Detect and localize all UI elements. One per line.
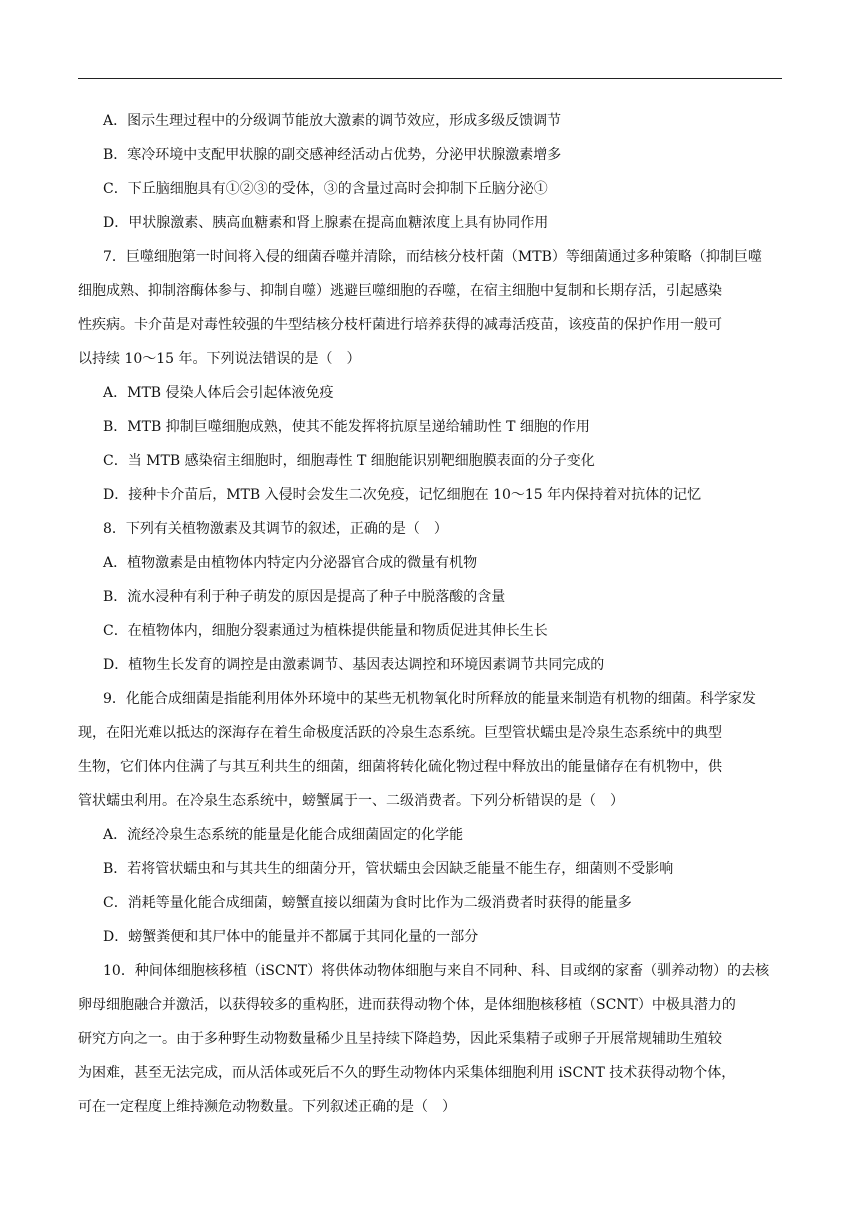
- q10-stem-line-3: 研究方向之一。由于多种野生动物数量稀少且呈持续下降趋势，因此采集精子或卵子开展常规辅助生殖较: [78, 1031, 722, 1047]
- q10-stem-line-1: 10．种间体细胞核移植（iSCNT）将供体动物体细胞与来自不同种、科、目或纲的家畜（驯养动物）的去核: [103, 963, 770, 979]
- q7-stem-line-1: 7．巨噬细胞第一时间将入侵的细菌吞噬并清除，而结核分枝杆菌（MTB）等细菌通过多种策略（抑制巨噬: [103, 249, 762, 265]
- q6-option-b: B．寒冷环境中支配甲状腺的副交感神经活动占优势，分泌甲状腺激素增多: [103, 147, 562, 163]
- q7-option-a: A．MTB 侵染人体后会引起体液免疫: [103, 385, 334, 401]
- q9-stem-line-2: 现，在阳光难以抵达的深海存在着生命极度活跃的冷泉生态系统。巨型管状蠕虫是冷泉生态系统中的典型: [78, 725, 722, 741]
- q8-stem-line-1: 8．下列有关植物激素及其调节的叙述，正确的是（ ）: [103, 521, 448, 537]
- q10-stem-line-2: 卵母细胞融合并激活，以获得较多的重构胚，进而获得动物个体，是体细胞核移植（SCNT）中极具潜力的: [78, 997, 736, 1013]
- document-body: [78, 104, 782, 1124]
- q8-option-d: D．植物生长发育的调控是由激素调节、基因表达调控和环境因素调节共同完成的: [103, 657, 605, 673]
- q10-stem-line-4: 为困难，甚至无法完成，而从活体或死后不久的野生动物体内采集体细胞利用 iSCNT 技术获得动物个体，: [78, 1065, 736, 1081]
- q9-option-a: A．流经冷泉生态系统的能量是化能合成细菌固定的化学能: [103, 827, 464, 843]
- q6-option-d: D．甲状腺激素、胰高血糖素和肾上腺素在提高血糖浓度上具有协同作用: [103, 215, 549, 231]
- q7-stem-line-3: 性疾病。卡介苗是对毒性较强的牛型结核分枝杆菌进行培养获得的减毒活疫苗，该疫苗的保护作用一般可: [78, 317, 722, 333]
- q7-option-d: D．接种卡介苗后，MTB 入侵时会发生二次免疫，记忆细胞在 10～15 年内保持着对抗体的记忆: [103, 487, 702, 503]
- q8-option-a: A．植物激素是由植物体内特定内分泌器官合成的微量有机物: [103, 555, 478, 571]
- q6-option-a: A．图示生理过程中的分级调节能放大激素的调节效应，形成多级反馈调节: [103, 113, 562, 129]
- q9-option-b: B．若将管状蠕虫和与其共生的细菌分开，管状蠕虫会因缺乏能量不能生存，细菌则不受影响: [103, 861, 674, 877]
- q6-option-c: C．下丘脑细胞具有①②③的受体，③的含量过高时会抑制下丘脑分泌①: [103, 181, 548, 197]
- q8-option-c: C．在植物体内，细胞分裂素通过为植株提供能量和物质促进其伸长生长: [103, 623, 548, 639]
- q9-stem-line-1: 9．化能合成细菌是指能利用体外环境中的某些无机物氧化时所释放的能量来制造有机物的细菌。科学家发: [103, 691, 756, 707]
- q7-stem-line-4: 以持续 10～15 年。下列说法错误的是（ ）: [78, 351, 361, 367]
- q7-option-b: B．MTB 抑制巨噬细胞成熟，使其不能发挥将抗原呈递给辅助性 T 细胞的作用: [103, 419, 590, 435]
- q7-option-c: C．当 MTB 感染宿主细胞时，细胞毒性 T 细胞能识别靶细胞膜表面的分子变化: [103, 453, 595, 469]
- q7-stem-line-2: 细胞成熟、抑制溶酶体参与、抑制自噬）逃避巨噬细胞的吞噬，在宿主细胞中复制和长期存活，引起感染: [78, 283, 722, 299]
- q9-stem-line-3: 生物，它们体内住满了与其互利共生的细菌，细菌将转化硫化物过程中释放出的能量储存在有机物中，供: [78, 759, 722, 775]
- q9-stem-line-4: 管状蠕虫利用。在冷泉生态系统中，螃蟹属于一、二级消费者。下列分析错误的是（ ）: [78, 793, 624, 809]
- q10-stem-line-5: 可在一定程度上维持濒危动物数量。下列叙述正确的是（ ）: [78, 1099, 456, 1115]
- q9-option-d: D．螃蟹粪便和其尸体中的能量并不都属于其同化量的一部分: [103, 929, 479, 945]
- q9-option-c: C．消耗等量化能合成细菌，螃蟹直接以细菌为食时比作为二级消费者时获得的能量多: [103, 895, 632, 911]
- header-rule: [78, 78, 782, 79]
- q8-option-b: B．流水浸种有利于种子萌发的原因是提高了种子中脱落酸的含量: [103, 589, 506, 605]
